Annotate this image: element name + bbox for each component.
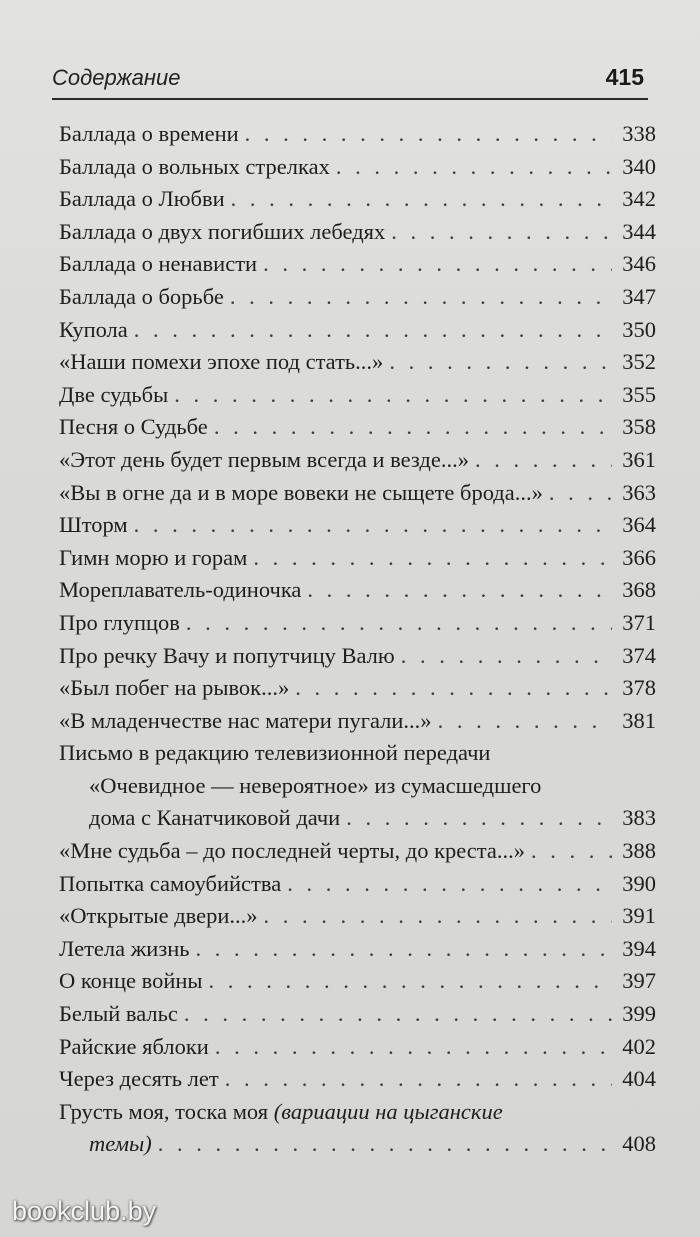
entry-page: 350 [622, 316, 656, 342]
leader-dots [134, 314, 612, 347]
leader-dots [287, 868, 612, 901]
entry-title: Баллада о вольных стрелках [59, 153, 330, 179]
entry-page: 338 [622, 121, 656, 146]
entry-title: Попытка самоубийства [59, 870, 282, 896]
entry-title: Две судьбы [59, 381, 169, 407]
entry-page: 342 [622, 186, 656, 212]
leader-dots [215, 1031, 612, 1064]
entry-page: 374 [622, 642, 656, 668]
entry-page: 355 [622, 381, 656, 407]
leader-dots [225, 1063, 612, 1096]
entry-title: Баллада о времени [59, 121, 239, 146]
entry-page: 402 [622, 1033, 656, 1059]
toc-entry [59, 835, 656, 868]
toc-entry-multiline [59, 1096, 656, 1161]
leader-dots [549, 477, 612, 510]
toc-entry [59, 477, 656, 510]
leader-dots [158, 1128, 612, 1161]
toc-entry [59, 900, 656, 933]
leader-dots [263, 248, 612, 281]
entry-title: Через десять лет [59, 1066, 219, 1092]
leader-dots [134, 509, 612, 542]
entry-page: 363 [622, 479, 656, 505]
leader-dots [475, 444, 612, 477]
entry-page: 371 [622, 609, 656, 635]
toc-entry [59, 183, 656, 216]
entry-title: Шторм [59, 512, 128, 538]
entry-page: 381 [622, 707, 656, 733]
toc-entry [59, 444, 656, 477]
entry-title: «Этот день будет первым всегда и везде...» [59, 446, 469, 472]
entry-page: 397 [622, 968, 656, 994]
entry-title: Про речку Вачу и попутчицу Валю [59, 642, 395, 668]
entry-page: 358 [622, 414, 656, 440]
leader-dots [230, 281, 612, 314]
entry-page: 346 [622, 251, 656, 277]
entry-title: Баллада о ненависти [59, 251, 258, 277]
entry-page: 394 [622, 935, 656, 961]
entry-title: «Вы в огне да и в море вовеки не сыщете брода...» [59, 479, 543, 505]
entry-page: 366 [622, 544, 656, 570]
entry-page: 378 [622, 675, 656, 701]
leader-dots [346, 802, 612, 835]
leader-dots [245, 118, 612, 151]
toc-entry [59, 574, 656, 607]
toc-entry [59, 705, 656, 738]
entry-title: Баллада о Любви [59, 186, 225, 212]
leader-dots [391, 216, 612, 249]
toc-entry [59, 379, 656, 412]
page-number: 415 [605, 64, 644, 90]
toc-entry [59, 118, 656, 151]
toc-entry [59, 281, 656, 314]
entry-subtitle-note: (вариации на цыганские [273, 1098, 503, 1124]
toc-entry [59, 248, 656, 281]
entry-title-line: дома с Канатчиковой дачи [89, 805, 341, 831]
entry-page: 391 [622, 903, 656, 929]
leader-dots [253, 542, 612, 575]
toc-entry [59, 216, 656, 249]
toc-entry [59, 640, 656, 673]
entry-page: 404 [622, 1066, 656, 1092]
entry-page: 383 [622, 805, 656, 831]
toc-entry [59, 1063, 656, 1096]
toc-entry [59, 607, 656, 640]
entry-page: 344 [622, 218, 656, 244]
leader-dots [438, 705, 612, 738]
entry-title: Белый вальс [59, 1001, 178, 1027]
leader-dots [196, 933, 612, 966]
entry-title-line: Грусть моя, тоска моя [59, 1098, 269, 1124]
leader-dots [174, 379, 612, 412]
entry-page: 364 [622, 512, 656, 538]
entry-title: Летела жизнь [59, 935, 190, 961]
toc-entry [59, 933, 656, 966]
entry-title: Баллада о борьбе [59, 283, 224, 309]
toc-entry [59, 1031, 656, 1064]
toc-entry [59, 151, 656, 184]
leader-dots [295, 672, 612, 705]
entry-title: «Открытые двери...» [59, 903, 258, 929]
entry-page: 361 [622, 446, 656, 472]
leader-dots [231, 183, 612, 216]
leader-dots [184, 998, 612, 1031]
watermark-text: bookclub.by [12, 1196, 157, 1226]
entry-title: «Наши помехи эпохе под стать...» [59, 349, 384, 375]
entry-title: Купола [59, 316, 128, 342]
entry-title-line: «Очевидное — невероятное» из сумасшедшего [89, 772, 542, 798]
entry-title-line: Письмо в редакцию телевизионной передачи [59, 740, 491, 766]
entry-subtitle-note: темы) [89, 1131, 152, 1157]
entry-page: 408 [622, 1131, 656, 1157]
toc-entry-multiline [59, 737, 656, 835]
leader-dots [531, 835, 612, 868]
entry-page: 352 [622, 349, 656, 375]
entry-title: Про глупцов [59, 609, 180, 635]
toc-entry [59, 965, 656, 998]
entry-page: 368 [622, 577, 656, 603]
table-of-contents [59, 118, 656, 1161]
entry-page: 399 [622, 1001, 656, 1027]
entry-title: «Был побег на рывок...» [59, 675, 290, 701]
running-header [52, 58, 648, 100]
leader-dots [209, 965, 612, 998]
entry-page: 390 [622, 870, 656, 896]
toc-entry [59, 509, 656, 542]
leader-dots [389, 346, 612, 379]
leader-dots [307, 574, 612, 607]
toc-entry [59, 411, 656, 444]
entry-title: Райские яблоки [59, 1033, 209, 1059]
entry-title: Баллада о двух погибших лебедях [59, 218, 386, 244]
entry-page: 347 [622, 283, 656, 309]
leader-dots [336, 151, 612, 184]
entry-title: «Мне судьба – до последней черты, до креста...» [59, 838, 526, 864]
section-title: Содержание [52, 65, 181, 90]
leader-dots [401, 640, 612, 673]
toc-entry [59, 998, 656, 1031]
toc-entry [59, 672, 656, 705]
leader-dots [264, 900, 612, 933]
entry-title: Мореплаватель-одиночка [59, 577, 302, 603]
toc-entry [59, 868, 656, 901]
leader-dots [214, 411, 612, 444]
entry-page: 340 [622, 153, 656, 179]
entry-title: «В младенчестве нас матери пугали...» [59, 707, 432, 733]
entry-title: О конце войны [59, 968, 203, 994]
toc-entry [59, 314, 656, 347]
entry-page: 388 [622, 838, 656, 864]
entry-title: Гимн морю и горам [59, 544, 248, 570]
leader-dots [186, 607, 612, 640]
entry-title: Песня о Судьбе [59, 414, 208, 440]
toc-entry [59, 346, 656, 379]
toc-entry [59, 542, 656, 575]
